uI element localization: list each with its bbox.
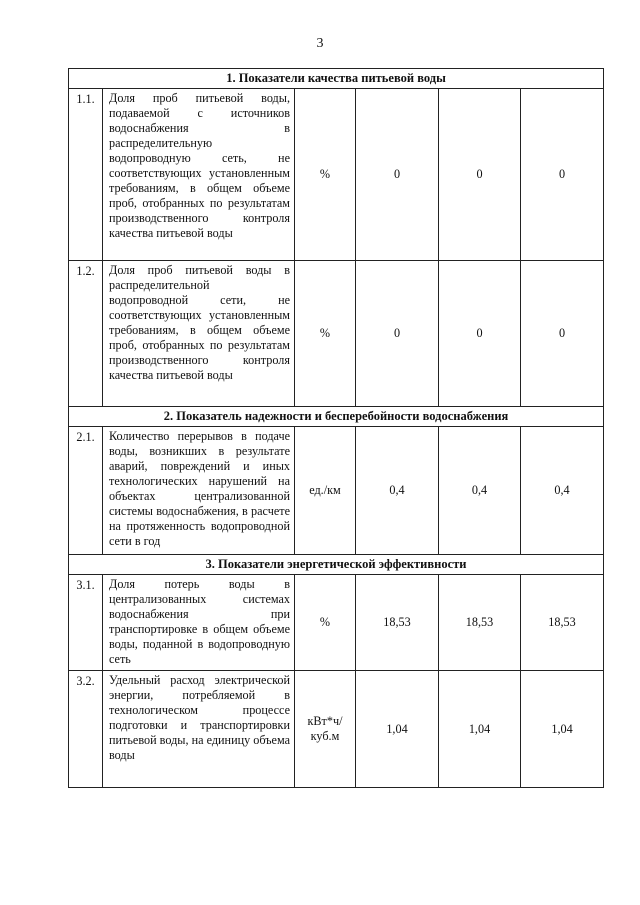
table-row [69,427,604,555]
table-row [69,575,604,671]
row-value: 1,04 [439,671,521,788]
table-row [69,261,604,407]
row-description: Доля проб питьевой воды в распределительной водопроводной сети, не соответствующих установленным требованиям, в общем объеме проб, отобранных по результатам производственного контроля качества питьевой воды [103,261,295,407]
row-value: 0 [521,261,604,407]
table-row [69,671,604,788]
row-description: Доля потерь воды в централизованных системах водоснабжения при транспортировке в общем объеме воды, поданной в водопроводную сеть [103,575,295,671]
row-value: 1,04 [521,671,604,788]
row-value: 0 [521,89,604,261]
row-value: 0,4 [439,427,521,555]
row-value: 1,04 [356,671,439,788]
section-title: 3. Показатели энергетической эффективности [69,555,604,575]
row-unit: кВт*ч/ куб.м [295,671,356,788]
section-header-row [69,555,604,575]
page-number: 3 [316,36,324,51]
section-header-row [69,69,604,89]
row-unit: % [295,261,356,407]
row-value: 0,4 [356,427,439,555]
row-number: 3.1. [69,575,103,671]
row-number: 1.1. [69,89,103,261]
row-description: Удельный расход электрической энергии, потребляемой в технологическом процессе подготовки и транспортировки питьевой воды, на единицу объема воды [103,671,295,788]
row-unit: ед./км [295,427,356,555]
row-description: Количество перерывов в подаче воды, возникших в результате аварий, повреждений и иных технологических нарушений на объектах централизованной системы водоснабжения, в расчете на протяженность водопроводной сети в год [103,427,295,555]
row-value: 18,53 [356,575,439,671]
row-description: Доля проб питьевой воды, подаваемой с источников водоснабжения в распределительную водопроводную сеть, не соответствующих установленным требованиям, в общем объеме проб, отобранных по результатам производственного контроля качества питьевой воды [103,89,295,261]
section-header-row [69,407,604,427]
row-value: 18,53 [439,575,521,671]
row-number: 1.2. [69,261,103,407]
row-value: 0 [356,89,439,261]
row-value: 18,53 [521,575,604,671]
row-unit: % [295,89,356,261]
row-unit: % [295,575,356,671]
row-value: 0 [356,261,439,407]
indicators-table [68,68,604,788]
section-title: 1. Показатели качества питьевой воды [69,69,604,89]
row-value: 0 [439,261,521,407]
row-value: 0 [439,89,521,261]
section-title: 2. Показатель надежности и бесперебойности водоснабжения [69,407,604,427]
row-number: 3.2. [69,671,103,788]
row-value: 0,4 [521,427,604,555]
row-number: 2.1. [69,427,103,555]
table-row [69,89,604,261]
